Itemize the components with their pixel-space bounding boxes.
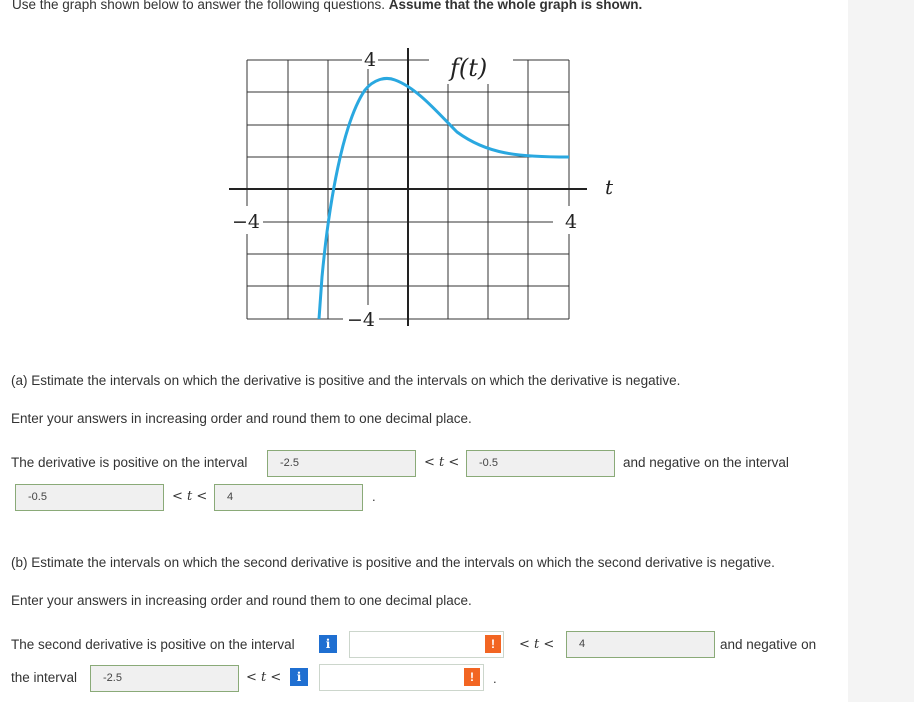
function-curve [319, 78, 569, 319]
function-label: f(t) [450, 54, 488, 82]
part-b-question: (b) Estimate the intervals on which the second derivative is positive and the intervals on which the second derivative is negative. [11, 555, 775, 570]
part-b-pos-low-input[interactable] [349, 631, 504, 658]
part-a-period: . [372, 489, 376, 504]
part-a-lt-1: < t < [424, 455, 460, 470]
intro-bold: Assume that the whole graph is shown. [388, 0, 643, 12]
tick-top-label: 4 [363, 49, 377, 71]
warning-icon-2[interactable]: ! [464, 668, 480, 686]
part-b-pos-high-input[interactable]: 4 [566, 631, 715, 658]
tick-bottom-label: −4 [346, 309, 376, 331]
part-a-pos-low-input[interactable]: -2.5 [267, 450, 416, 477]
part-a-neg-high-input[interactable]: 4 [214, 484, 363, 511]
part-b-lt-1: < t < [519, 637, 555, 652]
function-graph [225, 42, 615, 337]
warning-icon[interactable]: ! [485, 635, 501, 653]
graph-axes [229, 48, 587, 326]
part-a-positive-label: The derivative is positive on the interval [11, 455, 248, 470]
right-sidebar [848, 0, 914, 702]
part-a-pos-high-input[interactable]: -0.5 [466, 450, 615, 477]
part-b-neg-high-input[interactable] [319, 664, 484, 691]
intro-text [12, 0, 642, 12]
part-b-positive-label: The second derivative is positive on the interval [11, 637, 295, 652]
part-b-instruction: Enter your answers in increasing order and round them to one decimal place. [11, 593, 472, 608]
info-icon[interactable]: i [319, 635, 337, 653]
part-b-neg-low-input[interactable]: -2.5 [90, 665, 239, 692]
tick-right-label: 4 [564, 211, 578, 233]
part-b-negative-label-2: the interval [11, 670, 78, 685]
part-b-period: . [493, 671, 497, 686]
part-a-neg-low-input[interactable]: -0.5 [15, 484, 164, 511]
part-a-question: (a) Estimate the intervals on which the derivative is positive and the intervals on which the derivative is negative. [11, 373, 681, 388]
tick-left-label: −4 [231, 211, 261, 233]
axis-t-label: t [604, 175, 613, 199]
part-a-negative-label: and negative on the interval [623, 455, 789, 470]
part-b-lt-2: < t < [246, 670, 282, 685]
info-icon-2[interactable]: i [290, 668, 308, 686]
part-a-lt-2: < t < [172, 489, 208, 504]
part-a-instruction: Enter your answers in increasing order and round them to one decimal place. [11, 411, 472, 426]
part-b-negative-label-1: and negative on [720, 637, 817, 652]
intro-plain: Use the graph shown below to answer the following questions. [12, 0, 389, 12]
